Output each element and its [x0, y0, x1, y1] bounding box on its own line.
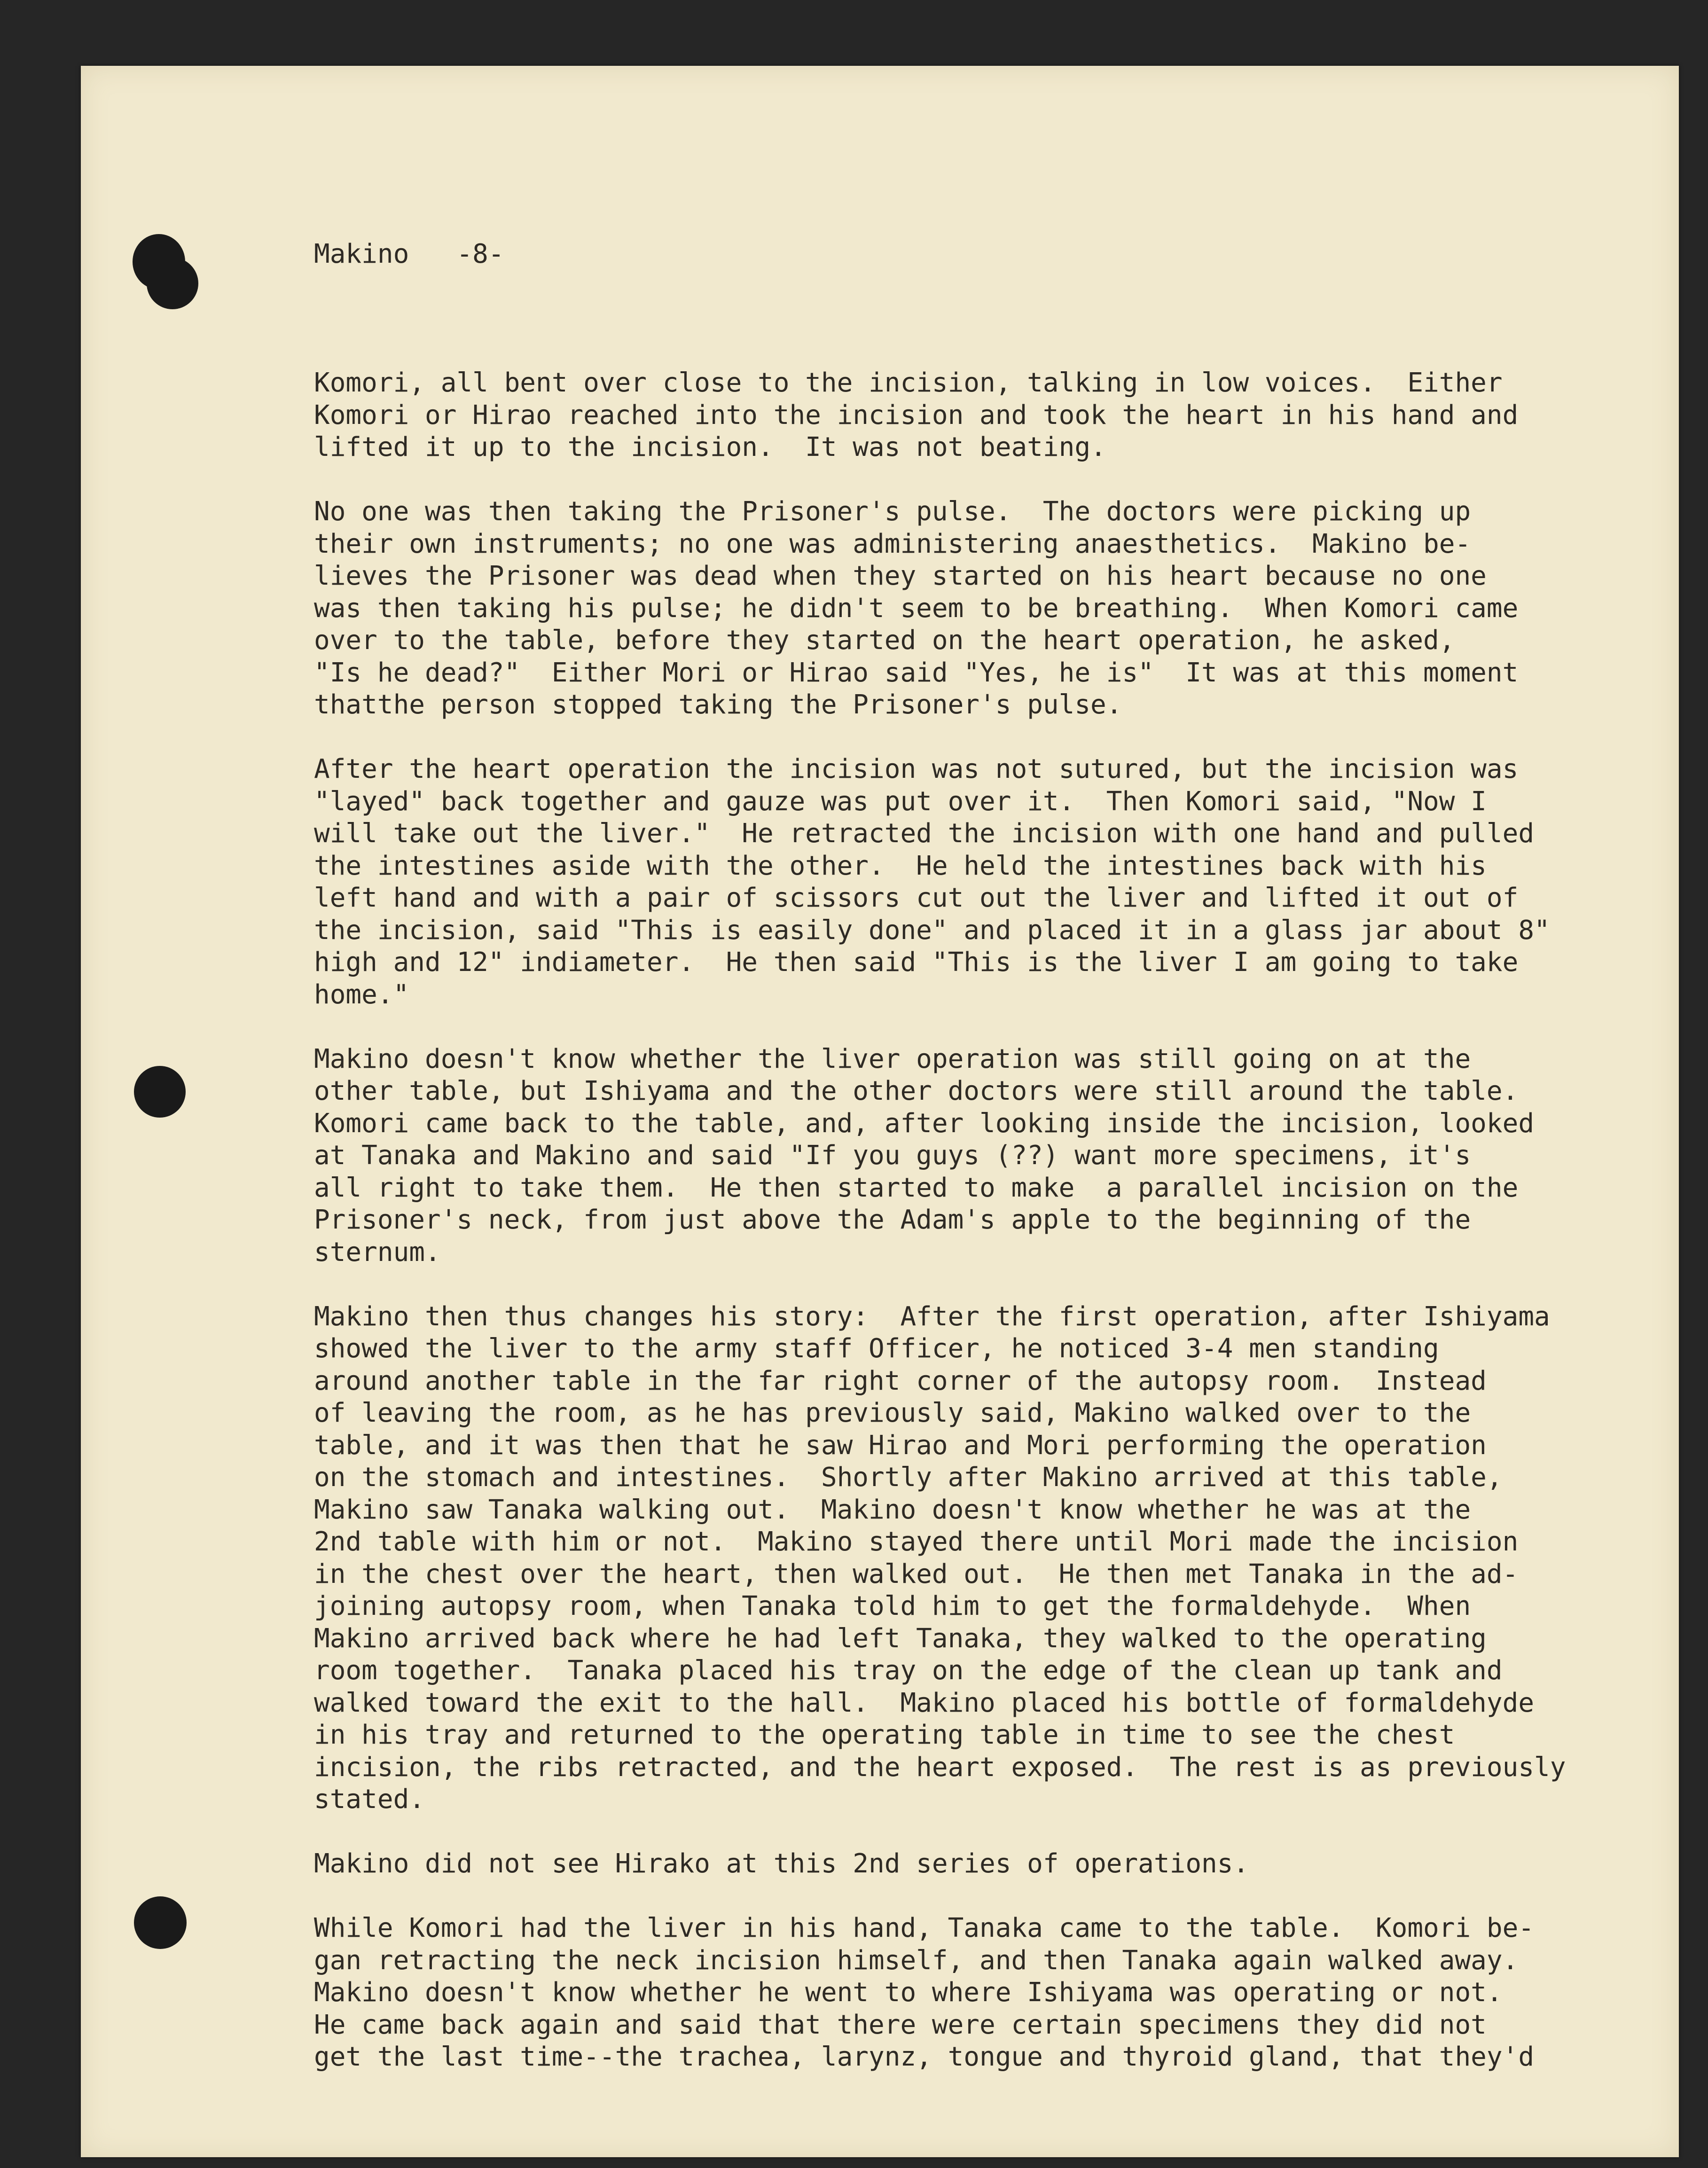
typewritten-text — [314, 174, 1583, 2138]
text-line: get the last time--the trachea, larynz, tongue and thyroid gland, that they'd — [314, 2042, 1535, 2072]
text-line: other table, but Ishiyama and the other doctors were still around the table. — [314, 1076, 1519, 1106]
text-line: lieves the Prisoner was dead when they started on his heart because no one — [314, 561, 1487, 591]
text-line: walked toward the exit to the hall. Makino placed his bottle of formaldehyde — [314, 1687, 1535, 1718]
paragraph — [314, 753, 1583, 1011]
text-line: table, and it was then that he saw Hirao and Mori performing the operation — [314, 1430, 1487, 1461]
text-line: showed the liver to the army staff Officer, he noticed 3-4 men standing — [314, 1333, 1439, 1364]
body-paragraphs — [314, 367, 1583, 2074]
text-line: Komori, all bent over close to the incision, talking in low voices. Either — [314, 368, 1503, 398]
page-header — [314, 238, 1583, 271]
text-line: was then taking his pulse; he didn't seem to be breathing. When Komori came — [314, 593, 1519, 624]
text-line: in his tray and returned to the operating table in time to see the chest — [314, 1720, 1455, 1750]
text-line: "layed" back together and gauze was put over it. Then Komori said, "Now I — [314, 786, 1487, 817]
paragraph — [314, 1912, 1583, 2074]
header-name: Makino — [314, 239, 409, 269]
text-line: in the chest over the heart, then walked out. He then met Tanaka in the ad- — [314, 1558, 1519, 1589]
text-line: left hand and with a pair of scissors cut out the liver and lifted it out of — [314, 883, 1519, 913]
text-line: No one was then taking the Prisoner's pulse. The doctors were picking up — [314, 496, 1471, 527]
text-line: Komori or Hirao reached into the incision and took the heart in his hand and — [314, 399, 1519, 430]
text-line: Makino saw Tanaka walking out. Makino doesn't know whether he was at the — [314, 1494, 1471, 1525]
paragraph — [314, 496, 1583, 721]
text-line: the intestines aside with the other. He held the intestines back with his — [314, 850, 1487, 881]
text-line: thatthe person stopped taking the Prisoner's pulse. — [314, 689, 1122, 720]
text-line: at Tanaka and Makino and said "If you guys (??) want more specimens, it's — [314, 1140, 1471, 1171]
text-line: of leaving the room, as he has previously said, Makino walked over to the — [314, 1398, 1471, 1428]
text-line: sternum. — [314, 1237, 441, 1268]
binder-hole-middle — [134, 1066, 186, 1118]
text-line: After the heart operation the incision was not sutured, but the incision was — [314, 754, 1519, 784]
text-line: the incision, said "This is easily done" and placed it in a glass jar about 8" — [314, 915, 1550, 946]
text-line: incision, the ribs retracted, and the heart exposed. The rest is as previously — [314, 1752, 1566, 1783]
text-line: all right to take them. He then started to make a parallel incision on the — [314, 1172, 1519, 1203]
text-line: Makino arrived back where he had left Tanaka, they walked to the operating — [314, 1623, 1487, 1654]
page-number: -8- — [456, 239, 504, 269]
paragraph — [314, 367, 1583, 464]
text-line: home." — [314, 979, 409, 1010]
text-line: "Is he dead?" Either Mori or Hirao said "Yes, he is" It was at this moment — [314, 657, 1519, 688]
text-line: on the stomach and intestines. Shortly after Makino arrived at this table, — [314, 1462, 1503, 1493]
text-line: their own instruments; no one was administering anaesthetics. Makino be- — [314, 528, 1471, 559]
text-line: He came back again and said that there were certain specimens they did not — [314, 2009, 1487, 2040]
text-line: Komori came back to the table, and, after looking inside the incision, looked — [314, 1108, 1535, 1139]
binder-hole-bottom — [134, 1896, 187, 1949]
text-line: While Komori had the liver in his hand, Tanaka came to the table. Komori be- — [314, 1913, 1535, 1943]
paragraph — [314, 1043, 1583, 1269]
binder-hole-top-secondary — [147, 258, 198, 309]
text-line: 2nd table with him or not. Makino stayed there until Mori made the incision — [314, 1526, 1519, 1557]
text-line: Prisoner's neck, from just above the Adam's apple to the beginning of the — [314, 1205, 1471, 1235]
text-line: stated. — [314, 1784, 425, 1815]
text-line: Makino doesn't know whether he went to where Ishiyama was operating or not. — [314, 1977, 1503, 2008]
text-line: gan retracting the neck incision himself, and then Tanaka again walked away. — [314, 1945, 1519, 1976]
text-line: lifted it up to the incision. It was not beating. — [314, 432, 1106, 462]
paragraph — [314, 1848, 1583, 1880]
text-line: will take out the liver." He retracted the incision with one hand and pulled — [314, 818, 1535, 849]
text-line: high and 12" indiameter. He then said "This is the liver I am going to take — [314, 947, 1519, 978]
text-line: Makino did not see Hirako at this 2nd series of operations. — [314, 1848, 1249, 1879]
text-line: Makino then thus changes his story: After the first operation, after Ishiyama — [314, 1301, 1550, 1332]
text-line: Makino doesn't know whether the liver operation was still going on at the — [314, 1043, 1471, 1074]
paragraph — [314, 1301, 1583, 1816]
text-line: over to the table, before they started on the heart operation, he asked, — [314, 625, 1455, 656]
text-line: room together. Tanaka placed his tray on the edge of the clean up tank and — [314, 1655, 1503, 1686]
text-line: around another table in the far right corner of the autopsy room. Instead — [314, 1365, 1487, 1396]
text-line: joining autopsy room, when Tanaka told him to get the formaldehyde. When — [314, 1591, 1471, 1621]
